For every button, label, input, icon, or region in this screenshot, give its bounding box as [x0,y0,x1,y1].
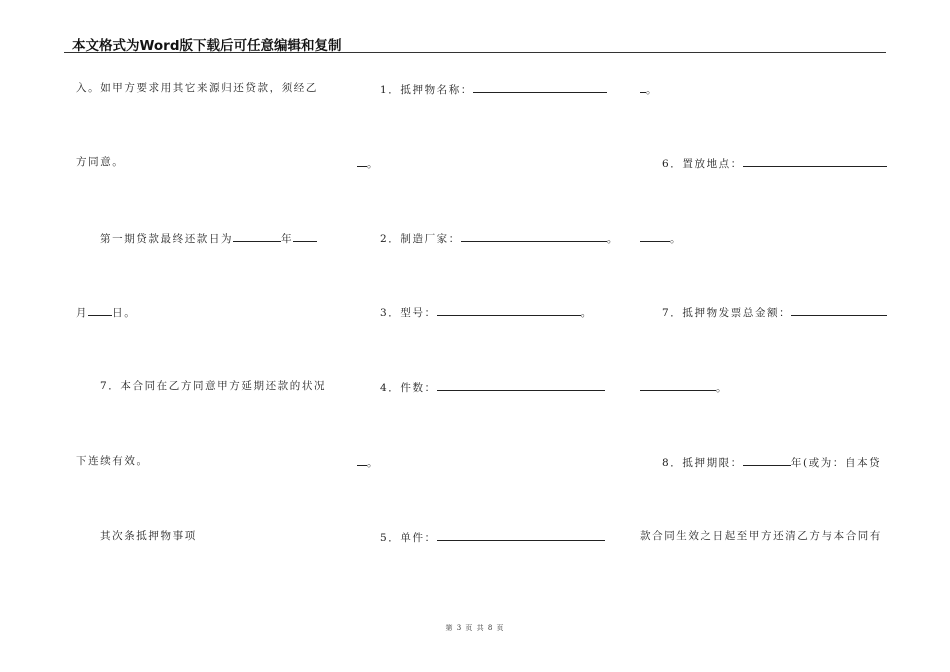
col3-line-1 [640,81,658,97]
col1-line-3-year: 年 [281,233,294,245]
col1-line-4 [76,304,136,320]
col2-line-4-label: 3．型号： [380,307,437,319]
col3-line-6 [662,454,881,470]
blank-underline [743,155,887,167]
col2-line-5 [380,379,605,395]
col2-line-5-label: 4．件数： [380,382,437,394]
col3-line-3 [640,230,682,246]
blank-underline [293,230,317,242]
col3-line-6-label: 8．抵押期限： [662,457,743,469]
col2-line-3-label: 2．制造厂家： [380,233,461,245]
col2-line-2-end: 。 [367,158,380,170]
blank-underline [437,379,605,391]
col2-line-4-end: 。 [580,307,593,319]
col3-line-5-end: 。 [716,382,729,394]
page-number-footer: 第 3 页 共 8 页 [445,624,505,632]
col2-line-1 [380,81,607,97]
col3-line-1-end: 。 [646,84,659,96]
blank-underline [357,155,367,167]
col3-line-2 [662,155,887,171]
blank-underline [357,454,367,466]
col3-line-4-label: 7．抵押物发票总金额： [662,307,792,319]
blank-underline [743,454,791,466]
col2-line-6 [357,454,379,470]
document-header-title: 本文格式为Word版下载后可任意编辑和复制 [72,38,342,54]
col3-line-3-end: 。 [670,233,683,245]
blank-underline [473,81,607,93]
col2-line-2 [357,155,379,171]
col2-line-4 [380,304,593,320]
blank-underline [88,304,112,316]
col1-line-3 [100,230,317,246]
col1-line-3-text: 第一期贷款最终还款日为 [100,233,234,245]
col1-line-4-day: 日。 [112,307,137,319]
blank-underline [791,304,887,316]
col2-line-1-label: 1．抵押物名称： [380,84,473,96]
blank-underline [461,230,607,242]
col1-line-4-month: 月 [76,307,89,319]
col1-line-2: 方同意。 [76,156,125,168]
col1-line-7: 其次条抵押物事项 [100,530,197,542]
col2-line-7-label: 5．单件： [380,532,437,544]
col1-line-1: 入。如甲方要求用其它来源归还贷款，须经乙 [76,82,318,94]
col2-line-3 [380,230,619,246]
col2-line-6-end: 。 [367,457,380,469]
blank-underline [640,230,670,242]
blank-underline [437,304,581,316]
col1-line-6: 下连续有效。 [76,455,149,467]
blank-underline [437,529,605,541]
col3-line-2-label: 6．置放地点： [662,158,743,170]
blank-underline [640,379,716,391]
header-divider [64,52,886,53]
col2-line-7 [380,529,605,545]
col2-line-3-end: 。 [606,233,619,245]
blank-underline [233,230,281,242]
col3-line-6-rest: 年(或为：自本贷 [790,457,882,469]
col1-line-5: 7．本合同在乙方同意甲方延期还款的状况 [100,380,327,392]
col3-line-4 [662,304,887,320]
col3-line-7: 款合同生效之日起至甲方还清乙方与本合同有 [640,530,882,542]
col3-line-5 [640,379,728,395]
